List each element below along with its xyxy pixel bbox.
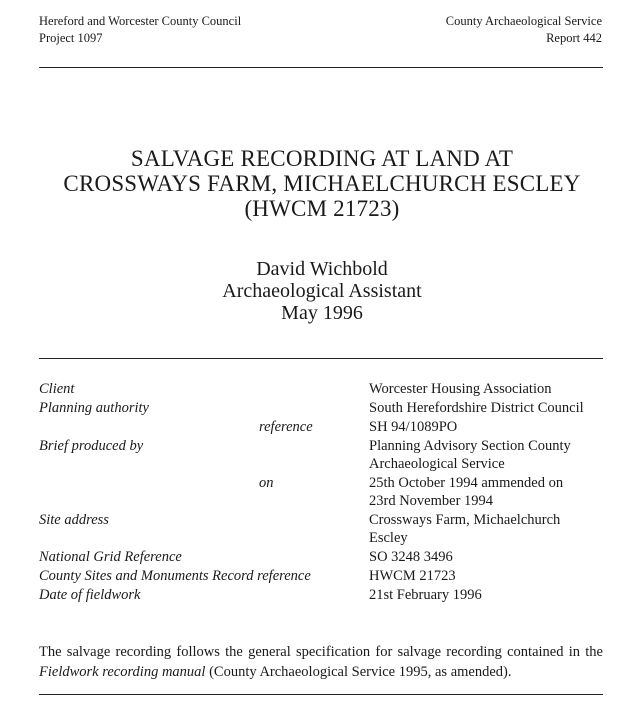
paragraph-text-start: The salvage recording follows the general specification for salvage recording contained in the xyxy=(39,644,603,660)
service-name: County Archaeological Service xyxy=(445,14,602,28)
footer-divider xyxy=(39,694,603,695)
section-divider xyxy=(39,358,603,359)
paragraph-text-end: (County Archaeological Service 1995, as amended). xyxy=(205,664,512,680)
author-role: Archaeological Assistant xyxy=(222,280,422,302)
site-address-value-line-2: Escley xyxy=(369,530,408,546)
brief-produced-value-line-1: Planning Advisory Section County xyxy=(369,438,571,454)
title-line-2: CROSSWAYS FARM, MICHAELCHURCH ESCLEY xyxy=(63,171,581,196)
specification-paragraph xyxy=(39,642,603,682)
brief-produced-label: Brief produced by xyxy=(39,438,144,454)
planning-authority-label: Planning authority xyxy=(39,400,149,416)
on-value-line-2: 23rd November 1994 xyxy=(369,493,494,509)
report-date: May 1996 xyxy=(281,302,363,324)
client-value: Worcester Housing Association xyxy=(369,381,552,397)
fieldwork-date-value: 21st February 1996 xyxy=(369,587,482,603)
site-address-label: Site address xyxy=(39,512,109,528)
report-number: Report 442 xyxy=(546,31,602,45)
reference-value: SH 94/1089PO xyxy=(369,419,458,435)
site-address-value-line-1: Crossways Farm, Michaelchurch xyxy=(369,512,561,528)
smr-reference-label: County Sites and Monuments Record reference xyxy=(39,568,311,584)
project-number: Project 1097 xyxy=(39,31,103,45)
author-name: David Wichbold xyxy=(256,258,388,280)
council-name: Hereford and Worcester County Council xyxy=(39,14,242,28)
title-line-3: (HWCM 21723) xyxy=(244,196,400,221)
header-left xyxy=(39,13,241,47)
header-right xyxy=(446,13,602,47)
title-line-1: SALVAGE RECORDING AT LAND AT xyxy=(130,146,514,171)
author-block xyxy=(0,258,644,324)
header-divider xyxy=(39,67,603,68)
grid-reference-value: SO 3248 3496 xyxy=(369,549,453,565)
reference-label: reference xyxy=(259,419,313,435)
manual-title: Fieldwork recording manual xyxy=(39,664,206,680)
on-label: on xyxy=(259,475,274,491)
smr-reference-value: HWCM 21723 xyxy=(369,568,456,584)
report-title xyxy=(0,146,644,221)
grid-reference-label: National Grid Reference xyxy=(39,549,182,565)
planning-authority-value: South Herefordshire District Council xyxy=(369,400,584,416)
on-value-line-1: 25th October 1994 ammended on xyxy=(369,475,564,491)
fieldwork-date-label: Date of fieldwork xyxy=(39,587,141,603)
client-label: Client xyxy=(39,381,75,397)
brief-produced-value-line-2: Archaeological Service xyxy=(369,456,505,472)
